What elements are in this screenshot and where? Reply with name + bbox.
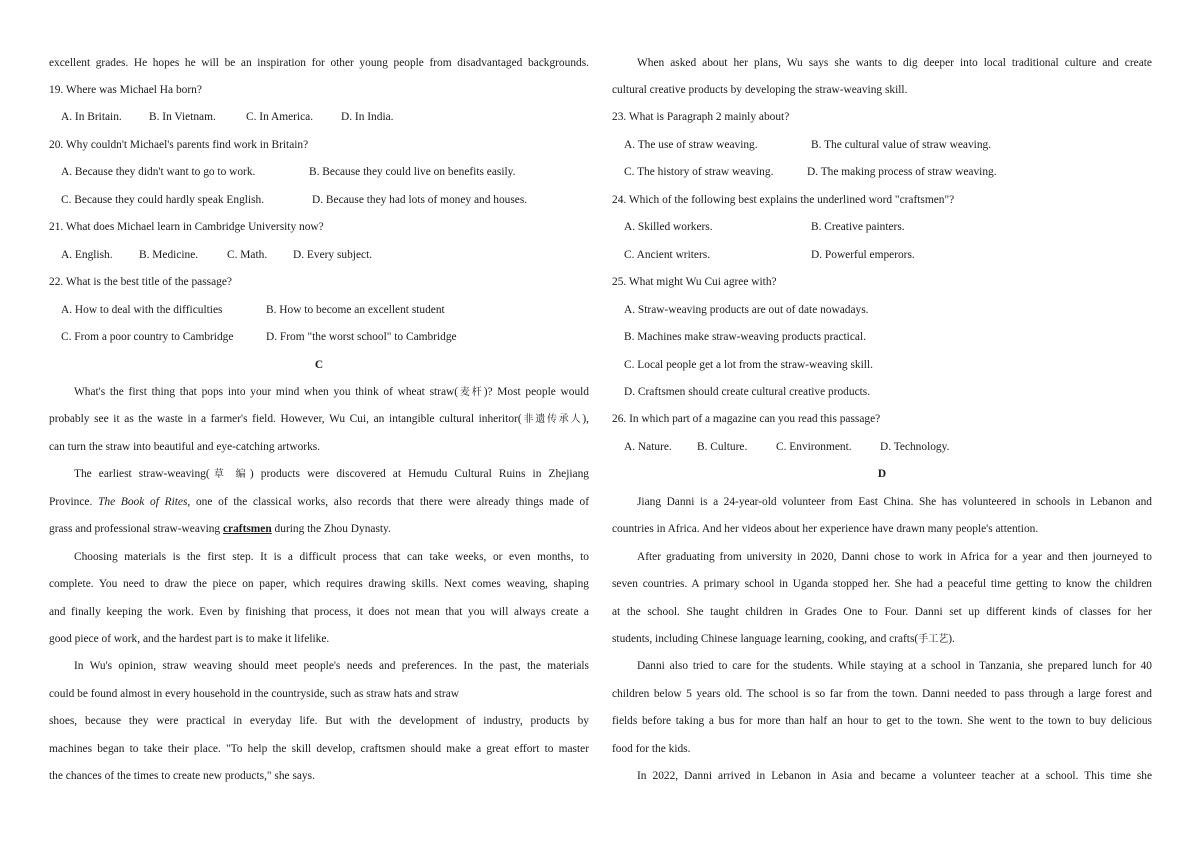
passage-d-p2-line3: at the school. She taught children in Grades One to Four. Danni set up different kinds of classes for her	[612, 606, 1152, 618]
passage-c-p2-line2: Province. The Book of Rites, one of the classical works, also records that there were already things made of	[49, 496, 590, 508]
q20-option-d[interactable]: D. Because they had lots of money and houses.	[312, 194, 528, 206]
passage-c-p3-line3: and finally keeping the work. Even by finishing that process, it does not mean that you will always create a	[49, 606, 589, 618]
q24-option-a[interactable]: A. Skilled workers.	[624, 221, 713, 233]
passage-d-p4-line1: In 2022, Danni arrived in Lebanon in Asia and became a volunteer teacher at a school. This time she	[637, 770, 1152, 782]
passage-c-p2-line1: The earliest straw-weaving(草 编) products were discovered at Hemudu Cultural Ruins in Zhejiang	[74, 468, 589, 480]
q25-option-d[interactable]: D. Craftsmen should create cultural creative products.	[624, 386, 871, 398]
passage-c-p5-line1: When asked about her plans, Wu says she wants to dig deeper into local traditional culture and create	[637, 57, 1152, 69]
question-24-options-row1	[624, 219, 1164, 235]
question-19-options	[61, 109, 601, 125]
q20-option-a[interactable]: A. Because they didn't want to go to work.	[61, 166, 256, 178]
underlined-word-craftsmen: craftsmen	[222, 523, 272, 535]
q20-option-b[interactable]: B. Because they could live on benefits easily.	[309, 166, 516, 178]
q26-option-c[interactable]: C. Environment.	[776, 441, 852, 453]
question-22-options-row1	[61, 302, 601, 318]
question-24-stem: 24. Which of the following best explains the underlined word "craftsmen"?	[612, 194, 955, 206]
passage-c-p4-line1: In Wu's opinion, straw weaving should meet people's needs and preferences. In the past, the materials	[74, 660, 589, 672]
passage-c-p4-line2: could be found almost in every household in the countryside, such as straw hats and straw	[49, 688, 459, 700]
question-25-stem: 25. What might Wu Cui agree with?	[612, 276, 777, 288]
q19-option-b[interactable]: B. In Vietnam.	[149, 111, 216, 123]
question-19-stem: 19. Where was Michael Ha born?	[49, 84, 202, 96]
passage-c-p2-line3: grass and professional straw-weaving craftsmen during the Zhou Dynasty.	[49, 523, 391, 535]
passage-c-p1-line2: probably see it as the waste in a farmer's field. However, Wu Cui, an intangible cultural inheritor(非遗传承人),	[49, 413, 590, 425]
q25-option-c[interactable]: C. Local people get a lot from the straw-weaving skill.	[624, 359, 873, 371]
question-26-options	[624, 439, 1164, 455]
q24-option-c[interactable]: C. Ancient writers.	[624, 249, 711, 261]
q21-option-a[interactable]: A. English.	[61, 249, 113, 261]
q26-option-a[interactable]: A. Nature.	[624, 441, 672, 453]
passage-c-p4-line4: machines began to take their place. "To help the skill develop, craftsmen should make a great effort to master	[49, 743, 589, 755]
q22-option-a[interactable]: A. How to deal with the difficulties	[61, 304, 223, 316]
q25-option-a[interactable]: A. Straw-weaving products are out of date nowadays.	[624, 304, 869, 316]
q23-option-b[interactable]: B. The cultural value of straw weaving.	[811, 139, 992, 151]
q24-option-b[interactable]: B. Creative painters.	[811, 221, 905, 233]
q25-option-b[interactable]: B. Machines make straw-weaving products practical.	[624, 331, 866, 343]
question-24-options-row2	[624, 247, 1164, 263]
q19-option-d[interactable]: D. In India.	[341, 111, 394, 123]
passage-c-p3-line2: complete. You need to draw the piece on paper, which requires drawing skills. Next comes weaving, shaping	[49, 578, 589, 590]
passage-c-p3-line4: good piece of work, and the hardest part is to make it lifelike.	[49, 633, 330, 645]
question-23-options-row2	[624, 164, 1164, 180]
passage-d-p1-line2: countries in Africa. And her videos about her experience have drawn many people's attention.	[612, 523, 1039, 535]
passage-c-p5-line2: cultural creative products by developing the straw-weaving skill.	[612, 84, 908, 96]
passage-d-p2-line2: seven countries. A primary school in Uganda stopped her. She had a peaceful time getting to know the children	[612, 578, 1152, 590]
question-22-stem: 22. What is the best title of the passage?	[49, 276, 232, 288]
passage-c-p3-line1: Choosing materials is the first step. It is a difficult process that can take weeks, or even months, to	[74, 551, 589, 563]
q20-option-c[interactable]: C. Because they could hardly speak English.	[61, 194, 265, 206]
q23-option-c[interactable]: C. The history of straw weaving.	[624, 166, 774, 178]
question-20-options-row1	[61, 164, 601, 180]
question-23-options-row1	[624, 137, 1164, 153]
passage-c-p1-line1: What's the first thing that pops into your mind when you think of wheat straw(麦杆)? Most people would	[74, 386, 589, 398]
question-23-stem: 23. What is Paragraph 2 mainly about?	[612, 111, 790, 123]
q22-option-c[interactable]: C. From a poor country to Cambridge	[61, 331, 234, 343]
question-22-options-row2	[61, 329, 601, 345]
passage-c-p4-line3: shoes, because they were practical in everyday life. But with the development of industry, products by	[49, 715, 589, 727]
question-21-options	[61, 247, 601, 263]
q26-option-b[interactable]: B. Culture.	[697, 441, 748, 453]
passage-c-p1-line3: can turn the straw into beautiful and eye-catching artworks.	[49, 441, 321, 453]
question-26-stem: 26. In which part of a magazine can you read this passage?	[612, 413, 881, 425]
q19-option-a[interactable]: A. In Britain.	[61, 111, 122, 123]
passage-d-p3-line1: Danni also tried to care for the students. While staying at a school in Tanzania, she prepared lunch for 40	[637, 660, 1152, 672]
q21-option-b[interactable]: B. Medicine.	[139, 249, 199, 261]
q19-option-c[interactable]: C. In America.	[246, 111, 314, 123]
passage-d-p2-line4: students, including Chinese language learning, cooking, and crafts(手工艺).	[612, 633, 955, 645]
q26-option-d[interactable]: D. Technology.	[880, 441, 950, 453]
q21-option-c[interactable]: C. Math.	[227, 249, 268, 261]
q23-option-d[interactable]: D. The making process of straw weaving.	[807, 166, 997, 178]
passage-d-p2-line1: After graduating from university in 2020, Danni chose to work in Africa for a year and then journeyed to	[637, 551, 1152, 563]
q24-option-d[interactable]: D. Powerful emperors.	[811, 249, 915, 261]
q23-option-a[interactable]: A. The use of straw weaving.	[624, 139, 758, 151]
question-21-stem: 21. What does Michael learn in Cambridge University now?	[49, 221, 324, 233]
passage-d-p3-line2: children below 5 years old. The school is so far from the town. Danni needed to pass through a large forest and	[612, 688, 1152, 700]
passage-d-p1-line1: Jiang Danni is a 24-year-old volunteer from East China. She has volunteered in schools in Lebanon and	[637, 496, 1152, 508]
section-heading-c: C	[314, 359, 324, 371]
passage-d-p3-line3: fields before taking a bus for more than half an hour to get to the town. She went to the town to buy delicious	[612, 715, 1152, 727]
passage-d-p3-line4: food for the kids.	[612, 743, 691, 755]
section-heading-d: D	[877, 468, 887, 480]
passage-b-last-line: excellent grades. He hopes he will be an inspiration for other young people from disadvantaged backgrounds.	[49, 57, 589, 69]
q22-option-d[interactable]: D. From "the worst school" to Cambridge	[266, 331, 457, 343]
q21-option-d[interactable]: D. Every subject.	[293, 249, 373, 261]
question-20-stem: 20. Why couldn't Michael's parents find work in Britain?	[49, 139, 309, 151]
passage-c-p4-line5: the chances of the times to create new products," she says.	[49, 770, 315, 782]
question-20-options-row2	[61, 192, 601, 208]
q22-option-b[interactable]: B. How to become an excellent student	[266, 304, 445, 316]
